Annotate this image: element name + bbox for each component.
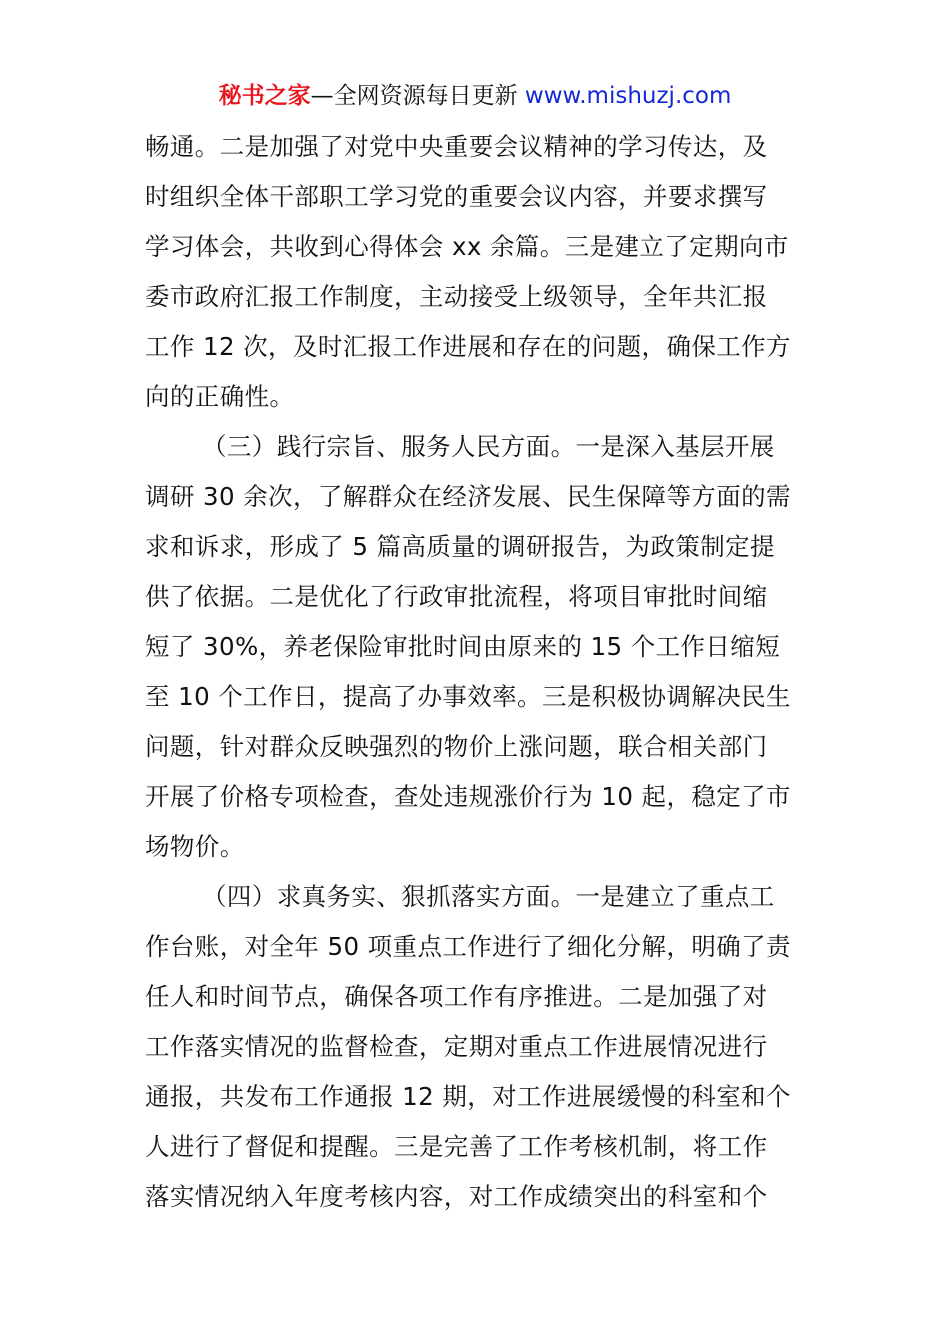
text-line: 求和诉求，形成了 5 篇高质量的调研报告，为政策制定提: [145, 532, 775, 561]
text-line: 短了 30%，养老保险审批时间由原来的 15 个工作日缩短: [145, 632, 781, 661]
site-brand: 秘书之家: [218, 83, 311, 109]
text-line: 开展了价格专项检查，查处违规涨价行为 10 起，稳定了市: [145, 782, 791, 811]
text-line: 工作 12 次，及时汇报工作进展和存在的问题，确保工作方: [145, 332, 791, 361]
text-line: 时组织全体干部职工学习党的重要会议内容，并要求撰写: [145, 182, 768, 211]
text-line: 至 10 个工作日，提高了办事效率。三是积极协调解决民生: [145, 682, 791, 711]
text-line: 人进行了督促和提醒。三是完善了工作考核机制，将工作: [145, 1132, 768, 1161]
document-body: [145, 122, 813, 1222]
text-line: 学习体会，共收到心得体会 xx 余篇。三是建立了定期向市: [145, 232, 789, 261]
page-header: [0, 80, 950, 112]
text-line: 工作落实情况的监督检查，定期对重点工作进展情况进行: [145, 1032, 768, 1061]
text-line: 任人和时间节点，确保各项工作有序推进。二是加强了对: [145, 982, 768, 1011]
text-line: 供了依据。二是优化了行政审批流程，将项目审批时间缩: [145, 582, 768, 611]
text-line: 场物价。: [145, 832, 245, 861]
text-line: 落实情况纳入年度考核内容，对工作成绩突出的科室和个: [145, 1182, 768, 1211]
site-tagline: —全网资源每日更新: [310, 83, 525, 109]
site-url-link[interactable]: www.mishuzj.com: [524, 83, 732, 109]
text-line: 通报，共发布工作通报 12 期，对工作进展缓慢的科室和个: [145, 1082, 791, 1111]
text-line: 委市政府汇报工作制度，主动接受上级领导，全年共汇报: [145, 282, 768, 311]
text-line: 调研 30 余次，了解群众在经济发展、民生保障等方面的需: [145, 482, 791, 511]
text-line: 作台账，对全年 50 项重点工作进行了细化分解，明确了责: [145, 932, 791, 961]
section-heading-line: （四）求真务实、狠抓落实方面。一是建立了重点工: [202, 882, 775, 911]
text-line: 畅通。二是加强了对党中央重要会议精神的学习传达，及: [145, 132, 768, 161]
text-line: 向的正确性。: [145, 382, 295, 411]
text-line: 问题，针对群众反映强烈的物价上涨问题，联合相关部门: [145, 732, 768, 761]
section-heading-line: （三）践行宗旨、服务人民方面。一是深入基层开展: [202, 432, 775, 461]
